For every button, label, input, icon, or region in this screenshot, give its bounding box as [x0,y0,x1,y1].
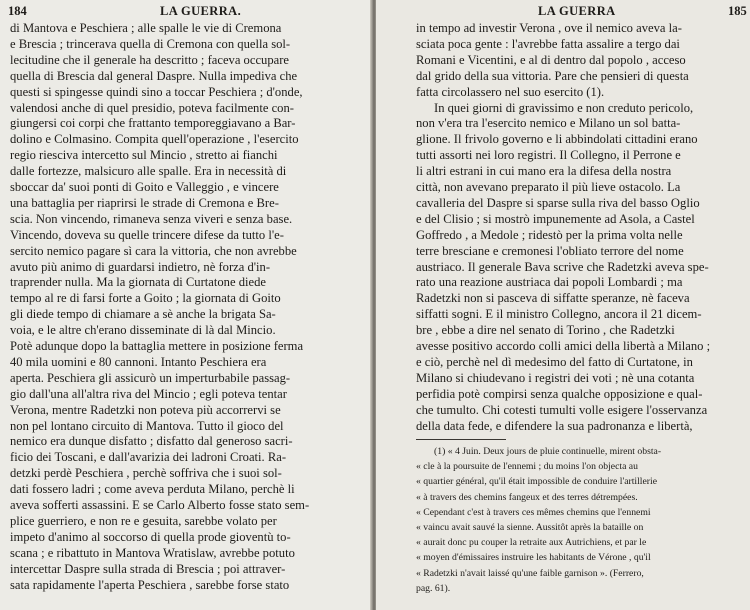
text-line: lecitudine che il generale ha descritto ; faceva occupare [10,52,290,67]
text-line: 40 mila uomini e 80 cannoni. Intanto Peschiera era [10,354,267,369]
text-line: nemico era dunque disfatto ; disfatto dal generoso sacri- [10,434,293,449]
text-line: detzki perdè Peschiera , perchè soffriva che i suoi sol- [10,466,282,481]
left-page [0,0,372,610]
text-line: sercito nemico pagare sì cara la vittoria, che non avrebbe [10,243,297,258]
text-line: Verona, mentre Radetzki non poteva più accorrervi se [10,402,281,417]
text-line: questi si spingesse quindi sino a toccar Peschiera ; d'onde, [10,84,303,99]
footnote-line: « vaincu avait sauvé la sienne. Aussitôt après la bataille on [416,522,644,533]
text-line: dal grido della sua vittoria. Pare che pensieri di questa [416,68,689,83]
text-line: Potè adunque dopo la battaglia mettere in posizione ferma [10,339,304,353]
text-line: scia. Non vincendo, rimaneva senza viveri e senza base. [10,211,293,226]
text-line: Goffredo , a Medole ; ridestò per la prima volta nelle [416,227,683,242]
text-line: siffatti sogni. E il ministro Collegno, ancora il 21 dicem- [416,307,702,322]
text-line: li altri estrani in cui mano era la difesa della nostra [416,164,672,179]
text-line: impeto d'animo al soccorso di quella prode gioventù to- [10,529,291,544]
text-line: cavalleria del Daspre si sparse sulla riva del basso Oglio [416,195,700,210]
text-line: e Brescia ; trincerava quella di Cremona con quella sol- [10,36,291,51]
text-line: glione. Il frivolo governo e li abbindolati cittadini erano [416,132,698,147]
page-number: 184 [8,4,27,18]
text-line: non v'era tra l'esercito nemico e Milano un sol batta- [416,116,681,131]
text-line: Milano si chiudevano i registri dei voti ; nè una cotanta [416,370,695,385]
text-line: scana ; e ribattuto in Mantova Wratislaw, avrebbe potuto [10,545,295,560]
text-line: fatta circolassero nel suo esercito (1). [416,84,605,99]
text-line: che tumulto. Chi cotesti tumulti volle esigere l'osservanza [416,402,708,417]
text-line: bre , ebbe a dire nel senato di Torino , che Radetzki [416,323,675,338]
text-line: intercettar Daspre sulla strada di Brescia ; poi attraver- [10,561,286,576]
text-line: gio dall'una all'altra riva del Mincio ; egli poteva tentar [10,386,287,401]
text-line: e ciò, perchè nel dì medesimo del fatto di Curtatone, in [416,354,693,369]
running-head: LA GUERRA. [160,4,242,18]
footnote-line: « quartier général, qu'il était impossible de conduire l'artillerie [416,476,658,488]
text-line: giungersi coi corpi che frattanto temporeggiavano a Bar- [10,116,296,131]
right-page [376,0,750,610]
text-line: austriaco. Il generale Bava scrive che Radetzki aveva spe- [416,259,709,274]
text-line: città, non avevano preparato il più lieve ostacolo. La [416,180,681,194]
footnote-line: « cle à la poursuite de l'ennemi ; du moins l'on objecta au [416,461,638,473]
text-line: in tempo ad investir Verona , ove il nemico aveva la- [416,21,682,35]
text-line: tutti assorti nei loro registri. Il Collegno, il Perrone e [416,148,681,163]
text-line: una battaglia per riaprirsi le strade di Cremona e Bre- [10,195,279,210]
text-line: non pel lontano circuito di Mantova. Tutto il gioco del [10,418,284,433]
text-line: Romani e Vicentini, e al di dentro dal popolo , acceso [416,52,686,67]
text-line: dalle fortezze, malsicuro alle spalle. Era in necessità di [10,164,287,179]
text-line: ficio dei Toscani, e dall'avarizia dei ladroni Croati. Ra- [10,450,287,465]
text-line: sboccar da' suoi ponti di Goito e Valleggio , e vincere [10,180,279,194]
text-line: regio riesciva intercetto sul Mincio , stretto ai fianchi [10,148,278,163]
text-line: aperta. Peschiera gli assicurò un imperturbabile passag- [10,370,291,385]
text-line: plice guerriero, e non re e gesuita, sarebbe volato per [10,513,277,528]
text-line: avuto più animo di guardarsi indietro, nè forza d'in- [10,259,271,274]
text-line: rato una reazione austriaca dai popoli Lombardi ; ma [416,275,683,290]
text-line: avesse positivo accordo colli amici della libertà a Milano ; [416,339,711,353]
text-line: Vincendo, doveva su quelle trincere difese da tutto l'e- [10,227,284,242]
text-line: valendosi anche di quel presidio, poteva facilmente con- [10,100,294,115]
text-line: voia, e le altre ch'erano disseminate di là dal Mincio. [10,323,276,338]
text-line: gli diede tempo di chiamare a sè anche la brigata Sa- [10,307,276,322]
footnote-rule [416,439,506,440]
text-line: tempo al re di farsi forte a Goito ; la giornata di Goito [10,291,281,306]
text-line: dati fossero ladri ; come aveva perduta Milano, perchè li [10,482,295,497]
text-line: della data fede, e difendere la sua padronanza e libertà, [416,418,693,433]
text-line: In quei giorni di gravissimo e non creduto pericolo, [434,100,694,115]
footnote-line: « Radetzki n'avait laissé qu'une faible garnison ». (Ferrero, [416,567,644,579]
text-line: di Mantova e Peschiera ; alle spalle le vie di Cremona [10,21,282,35]
text-line: sciata poca gente : l'avrebbe fatta assalire a tergo dai [416,36,680,51]
footnote-line: « moyen d'émissaires instruire les habitants de Vérone , qu'il [416,552,651,564]
footnote-line: « Cependant c'est à travers ces mêmes chemins que l'ennemi [416,506,651,518]
footnote-line: « à travers des chemins fangeux et des terres détrempées. [416,491,638,503]
footnote-line: (1) « 4 Juin. Deux jours de pluie continuelle, mirent obsta- [434,446,662,457]
text-line: sata rapidamente l'aperta Peschiera , sarebbe forse stato [10,577,290,592]
running-head: LA GUERRA [538,4,616,18]
text-line: Radetzki non si pasceva di siffatte speranze, nè faceva [416,291,690,306]
text-line: traprender nulla. Ma la giornata di Curtatone diede [10,275,266,290]
text-line: perfidia potè compirsi senza qualche opposizione e qual- [416,386,703,401]
text-line: aveva sofferti assassini. E se Carlo Alberto fosse stato sem- [10,498,310,512]
text-line: quella di Brescia dal general Daspre. Nulla impediva che [10,68,298,83]
text-line: dolino e Colmasino. Compita quell'operazione , l'esercito [10,132,299,147]
text-line: e del Clisio ; si mostrò impunemente ad Asola, a Castel [416,211,695,226]
footnote-line: pag. 61). [416,582,451,594]
footnote-line: « aurait donc pu couper la retraite aux Autrichiens, et par le [416,537,647,549]
page-number: 185 [728,4,747,18]
text-line: terre bresciane e cremonesi l'obliato terrore del nome [416,243,684,258]
